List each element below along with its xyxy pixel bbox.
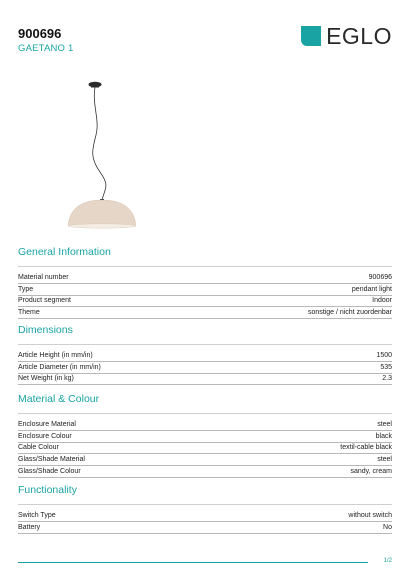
section-title: Dimensions <box>18 324 73 336</box>
section-divider <box>18 266 392 267</box>
section-title: Material & Colour <box>18 393 100 405</box>
table-row <box>18 522 392 534</box>
row-label: Enclosure Material <box>18 420 76 428</box>
product-number: 900696 <box>18 26 62 41</box>
row-label: Theme <box>18 309 40 317</box>
row-label: Type <box>18 285 34 293</box>
section-functionality <box>18 484 392 534</box>
row-value: steel <box>377 420 392 428</box>
row-label: Product segment <box>18 297 71 305</box>
brand-logo <box>301 23 392 49</box>
row-label: Glass/Shade Material <box>18 456 85 464</box>
row-label: Article Diameter (in mm/in) <box>18 363 101 371</box>
row-value: textil-cable black <box>340 444 392 452</box>
lamp-shade <box>68 200 136 226</box>
table-row <box>18 362 392 374</box>
section-divider <box>18 344 392 345</box>
table-row <box>18 350 392 362</box>
row-value: 1500 <box>376 351 392 359</box>
table-row <box>18 272 392 284</box>
table-row <box>18 443 392 455</box>
product-image <box>55 80 165 230</box>
table-row <box>18 284 392 296</box>
section-divider <box>18 504 392 505</box>
row-value: sandy, cream <box>350 468 392 476</box>
table-row <box>18 454 392 466</box>
row-label: Glass/Shade Colour <box>18 468 81 476</box>
table-row <box>18 307 392 319</box>
section-title: Functionality <box>18 484 77 496</box>
row-label: Material number <box>18 273 69 281</box>
row-label: Cable Colour <box>18 444 59 452</box>
product-header <box>18 26 73 54</box>
page-number: 1/2 <box>383 558 392 564</box>
row-value: Indoor <box>372 297 392 305</box>
table-row <box>18 510 392 522</box>
row-value: 2.3 <box>382 375 392 383</box>
row-value: pendant light <box>351 285 392 293</box>
row-label: Net Weight (in kg) <box>18 375 74 383</box>
table-row <box>18 374 392 386</box>
row-label: Battery <box>18 523 41 531</box>
row-label: Enclosure Colour <box>18 432 72 440</box>
row-value: No <box>383 523 392 531</box>
footer-divider <box>18 562 368 563</box>
row-value: 535 <box>380 363 392 371</box>
row-value: sonstige / nicht zuordenbar <box>307 309 392 317</box>
row-value: without switch <box>348 511 392 519</box>
row-value: 900696 <box>368 273 392 281</box>
section-divider <box>18 413 392 414</box>
logo-mark-icon <box>301 26 321 46</box>
table-row <box>18 296 392 308</box>
brand-logo-text: EGLO <box>326 23 392 49</box>
section-general-information <box>18 246 392 319</box>
section-dimensions <box>18 324 392 385</box>
table-row <box>18 466 392 478</box>
product-name: GAETANO 1 <box>18 43 74 54</box>
row-label: Article Height (in mm/in) <box>18 351 93 359</box>
row-value: steel <box>377 456 392 464</box>
shade-rim <box>68 224 136 228</box>
table-row <box>18 419 392 431</box>
row-value: black <box>375 432 392 440</box>
table-row <box>18 431 392 443</box>
section-title: General Information <box>18 246 111 258</box>
row-label: Switch Type <box>18 511 56 519</box>
pendant-cable <box>93 87 106 200</box>
section-material-colour <box>18 393 392 478</box>
